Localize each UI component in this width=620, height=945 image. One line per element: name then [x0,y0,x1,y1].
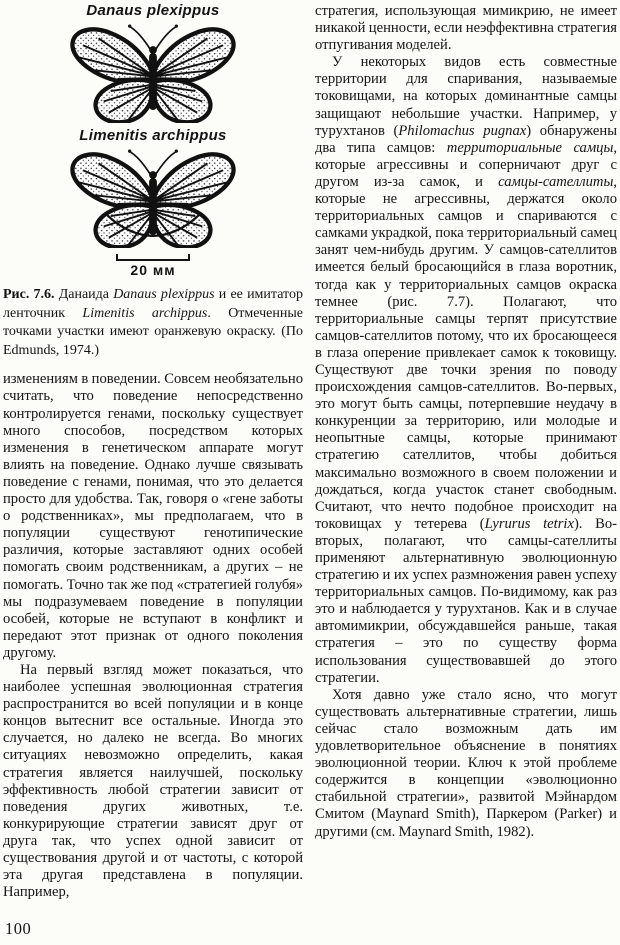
text-run: , которые не агрессивны, держатся около территориальных самцов и спариваются с самками украдкой, пока территориальный самец занят чем-нибудь другим. У самцов-сателлитов имеется белый бросающийся в глаза воротник, тогда как у территориальных самцов окраска темнее (рис. 7.7). Полагают, что территориальные самцы терпят присутствие самцов-сателлитов потому, что их бросающееся в глаза оперение привлекает самок к токовищу. Существуют две точки зрения по поводу происхождения самцов-сателлитов. Во-первых, это могут быть самцы, потерпевшие неудачу в конкуренции за территорию, или молодые и неопытные самцы, которые принимают стратегию сателлитов, чтобы добиться максимально возможного в своем положении и дождаться, когда участок станет свободным. Считают, что нечто подобное происходит на токовищах у тетерева ( [315,173,617,532]
text-run: изменениям в поведении. Совсем необязательно считать, что поведение непосредственно контролируется генами, поскольку существует много способов, посредством которых изменения в генетическом аппарате могут влиять на поведение. Однако лучше связывать поведение с генами, понимая, что это делается просто для удобства. Так, говоря о «гене заботы о родственниках», мы предполагаем, что в популяции существуют генотипические различия, которые заставляют одних особей помогать своим родственникам, а других – не помогать. Точно так же под «стратегией голубя» мы подразумеваем поведение в популяции особей, которые не вступают в конфликт и передают этот признак от одного поколения другому. [3,371,303,661]
text-run: ). Во-вторых, полагают, что самцы-сателлиты применяют альтернативную эволюционную стратегию и их успех размножения равен успеху территориальных самцов. По-видимому, как раз это и наблюдается у турухтанов. Как и в случае автомимикрии, обсуждавшейся раньше, такая стратегия – это по существу форма использования существовавшей до этого стратегии. [315,515,617,686]
paragraph [3,662,303,901]
text-run: ) обнаружены два типа самцов: [315,122,617,156]
figure-7-6 [41,2,265,278]
species-label-limenitis: Limenitis archippus [79,127,227,144]
text-run: самцы-сателлиты [498,173,614,190]
page-number: 100 [5,919,32,938]
species-label-danaus: Danaus plexippus [86,2,220,19]
text-run: Philomachus pugnax [398,122,527,139]
paragraph [315,687,617,841]
scale-label: 20 мм [130,262,176,278]
text-run: Danaus plexippus [113,287,215,302]
text-run: Lyrurus tetrix [484,515,574,532]
right-column [315,2,617,943]
text-run: Хотя давно уже стало ясно, что могут существовать альтернативные стратегии, лишь сейчас стало возможным дать им удовлетворительное объяснение в понятиях эволюционной теории. Ключ к этой проблеме содержится в концепции «эволюционно стабильной стратегии», развитой Мэйнардом Смитом (Maynard Smith), Паркером (Parker) и другими (см. Maynard Smith, 1982). [315,686,617,840]
text-run: На первый взгляд может показаться, что наиболее успешная эволюционная стратегия распространится во всей популяции и в конце концов вытеснит все остальные. Иногда это случается, но далеко не всегда. Во многих ситуациях невозможно определить, какая стратегия является наилучшей, поскольку эффективность любой стратегии зависит от поведения других животных, т.е. конкурирующие стратегии зависят друг от друга так, что успех одной зависит от существования другой и от частоты, с которой эта другая представлена в популяции. Например, [3,661,303,901]
text-run: Limenitis archippus [82,305,208,321]
text-run: стратегия, использующая мимикрию, не имеет никакой ценности, если неэффективна стратегия отпугивания моделей. [315,3,617,54]
limenitis-butterfly-illustration [46,146,260,248]
text-run: Данаида [54,287,114,302]
text-run: , которые агрессивны и соперничают друг с другом из-за самок, и [315,139,617,190]
figure-caption [3,286,303,360]
text-run: территориальные самцы [446,139,614,156]
text-run: Рис. 7.6. [3,287,55,302]
left-column [3,2,303,943]
text-run: и ее имитатор ленточник [3,287,303,321]
left-column-text [3,371,303,901]
text-run: У некоторых видов есть совместные территории для спаривания, называемые токовищами, на которых доминантные самцы защищают небольшие участки. Например, у турухтанов ( [315,54,617,139]
right-column-text [315,3,617,841]
paragraph [315,54,617,686]
paragraph [315,3,617,54]
scale-bar [116,254,190,261]
figure-scale [41,254,265,278]
paragraph [3,371,303,662]
text-run: . Отмеченные точками участки имеют оранжевую окраску. (По Edmunds, 1974.) [3,305,303,358]
danaus-butterfly-illustration [46,21,260,123]
